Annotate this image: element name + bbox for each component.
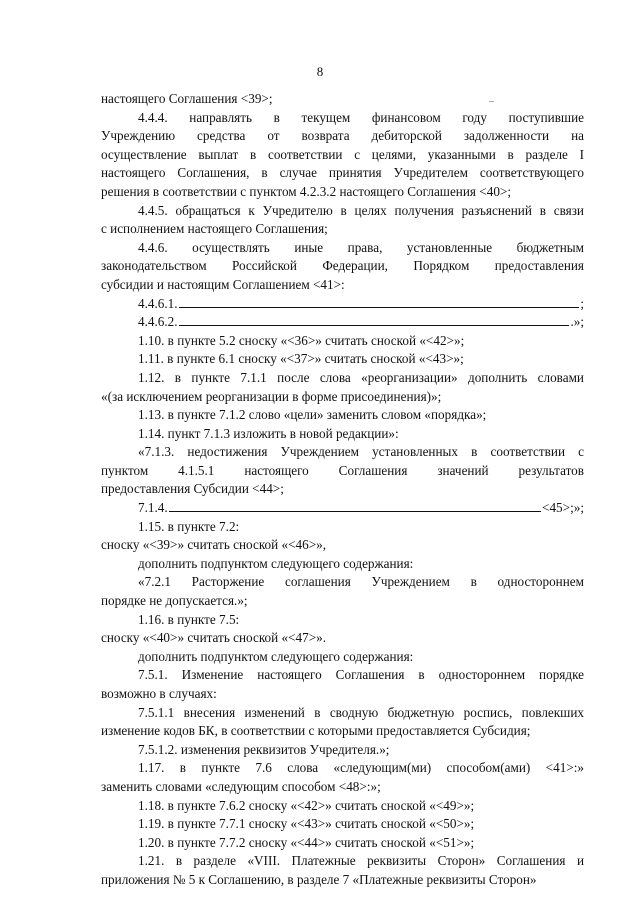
text-line: порядке не допускается.»; [101, 593, 248, 609]
text-line: дополнить подпунктом следующего содержания: [138, 648, 414, 664]
text-line: законодательством Российской Федерации, Порядком предоставления [101, 258, 584, 274]
text-line: «(за исключением реорганизации в форме присоединения)»; [101, 388, 442, 404]
text-line: осуществление выплат в соответствии с целями, указанными в разделе I [101, 146, 584, 162]
text-line: 4.4.5. обращаться к Учредителю в целях получения разъяснений в связи [138, 202, 584, 218]
text-line: сноску «<40>» считать сноской «<47>». [101, 630, 327, 646]
underline-blank [179, 325, 570, 326]
text-line: 1.20. в пункте 7.7.2 сноску «<44>» считать сноской «<51>»; [138, 834, 475, 850]
text-line: предоставления Субсидии <44>; [101, 481, 284, 497]
text-line: 1.10. в пункте 5.2 сноску «<36>» считать сноской «<42>»; [138, 332, 465, 348]
text-line: «7.1.3. недостижения Учреждением установленных в соответствии с [138, 444, 584, 460]
blank-line-label: 7.1.4. [138, 500, 168, 516]
text-line: 1.16. в пункте 7.5: [138, 611, 240, 627]
document-body [101, 90, 584, 890]
text-line: 1.11. в пункте 6.1 сноску «<37>» считать сноской «<43>»; [138, 351, 464, 367]
blank-line-end: <45>;»; [542, 500, 584, 516]
blank-line-label: 4.4.6.2. [138, 314, 178, 330]
underline-blank [179, 307, 580, 308]
blank-line-4461 [101, 295, 584, 314]
text-line: возможно в случаях: [101, 686, 217, 701]
text-line: 1.14. пункт 7.1.3 изложить в новой редакции»: [138, 425, 399, 441]
text-line: настоящего Соглашения, в случае принятия Учредителем соответствующего [101, 165, 584, 181]
text-line: 7.5.1.1 внесения изменений в сводную бюджетную роспись, повлекших [138, 704, 584, 720]
text-line: изменение кодов БК, в соответствии с которыми предоставляется Субсидия; [101, 723, 531, 739]
blank-line-label: 4.4.6.1. [138, 295, 178, 311]
text-line: 1.12. в пункте 7.1.1 после слова «реорганизации» дополнить словами [138, 369, 584, 385]
text-line: «7.2.1 Расторжение соглашения Учреждением в одностороннем [138, 574, 584, 590]
text-line: Учреждению средства от возврата дебиторской задолженности на [101, 128, 584, 144]
text-line: с исполнением настоящего Соглашения; [101, 221, 328, 237]
text-line: 4.4.4. направлять в текущем финансовом году поступившие [138, 109, 584, 125]
text-line: 1.18. в пункте 7.6.2 сноску «<42>» считать сноской «<49>»; [138, 797, 475, 813]
text-line: 1.21. в разделе «VIII. Платежные реквизиты Сторон» Соглашения и [138, 853, 584, 869]
text-line: 1.15. в пункте 7.2: [138, 518, 240, 534]
blank-line-end: ; [580, 295, 584, 311]
blank-line-4462 [101, 313, 584, 332]
text-line: приложения № 5 к Соглашению, в разделе 7 «Платежные реквизиты Сторон» [101, 871, 537, 887]
text-line: дополнить подпунктом следующего содержания: [138, 555, 414, 571]
blank-line-end: .»; [570, 314, 584, 330]
text-line: заменить словами «следующим способом <48>:»; [101, 778, 381, 794]
text-line: субсидии и настоящим Соглашением <41>: [101, 276, 345, 292]
text-line: 4.4.6. осуществлять иные права, установленные бюджетным [138, 239, 584, 255]
text-line: 1.17. в пункте 7.6 слова «следующим(ми) способом(ами) <41>:» [138, 760, 584, 776]
page-number: 8 [316, 64, 324, 79]
text-line: 7.5.1. Изменение настоящего Соглашения в одностороннем порядке [138, 667, 584, 683]
text-line: 7.5.1.2. изменения реквизитов Учредителя.»; [138, 741, 390, 757]
text-line: сноску «<39>» считать сноской «<46>», [101, 537, 327, 553]
blank-line-714 [101, 499, 584, 518]
text-line: 1.13. в пункте 7.1.2 слово «цели» заменить словом «порядка»; [138, 407, 487, 423]
underline-blank [169, 511, 541, 512]
text-line: настоящего Соглашения <39>; [101, 91, 273, 106]
text-line: решения в соответствии с пунктом 4.2.3.2 настоящего Соглашения <40>; [101, 183, 512, 199]
text-line: пунктом 4.1.5.1 настоящего Соглашения значений результатов [101, 462, 584, 478]
text-line: 1.19. в пункте 7.7.1 сноску «<43>» считать сноской «<50>»; [138, 816, 475, 832]
